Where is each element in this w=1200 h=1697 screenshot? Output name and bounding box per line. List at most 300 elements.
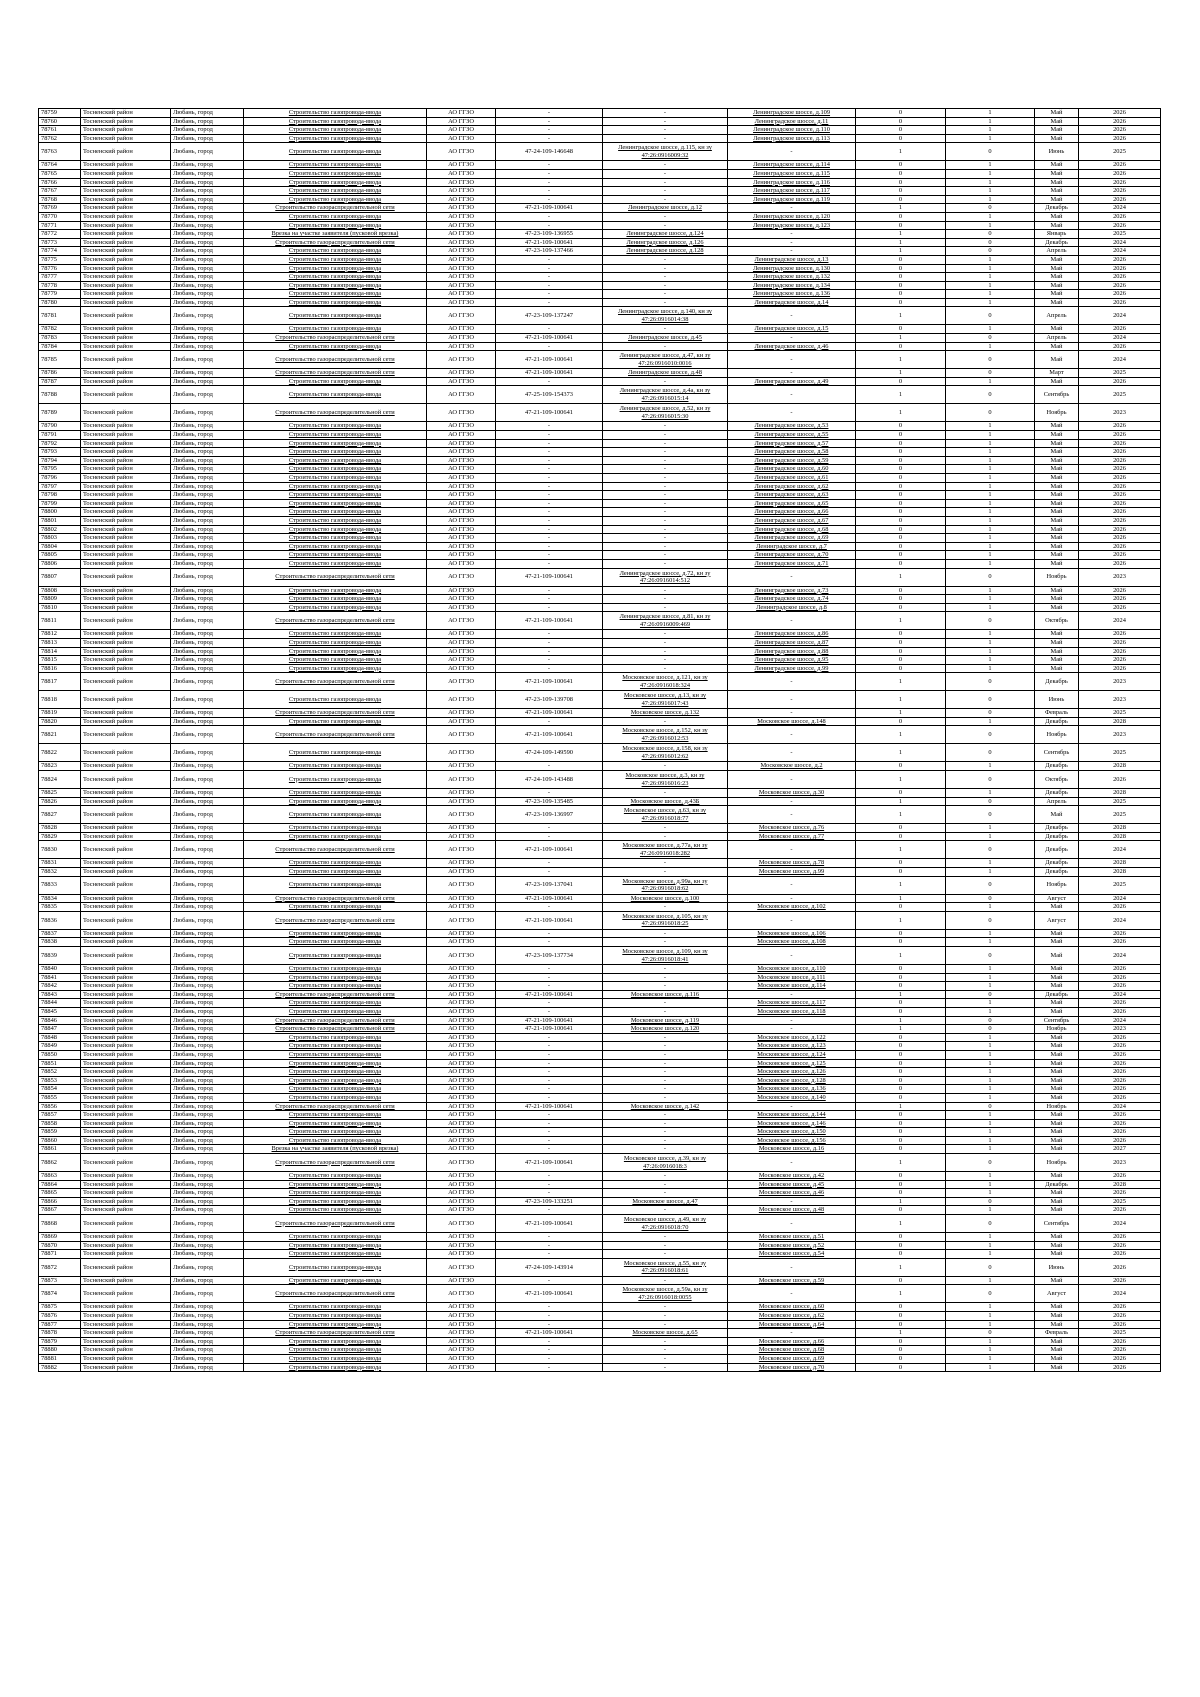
cell-work-type: Строительство газопровода-ввода (244, 1320, 427, 1329)
cell-work-type: Строительство газопровода-ввода (244, 1111, 427, 1120)
cell-row-id: 78851 (39, 1059, 81, 1068)
cell-settlement: Любань, город (171, 1042, 244, 1051)
cell-district: Тосненский район (81, 559, 171, 568)
cell-district: Тосненский район (81, 238, 171, 247)
cell-row-id: 78836 (39, 911, 81, 929)
cell-work-type: Строительство газопровода-ввода (244, 508, 427, 517)
cell-settlement: Любань, город (171, 334, 244, 343)
cell-flag-b: 1 (946, 273, 1035, 282)
cell-row-id: 78817 (39, 673, 81, 691)
cell-flag-b: 0 (946, 404, 1035, 422)
cell-district: Тосненский район (81, 325, 171, 334)
cell-year: 2024 (1079, 1215, 1161, 1233)
cell-flag-a: 0 (856, 1337, 946, 1346)
cell-work-type: Строительство газопровода-ввода (244, 516, 427, 525)
cell-organization: АО ГГЗО (427, 161, 496, 170)
cell-year: 2026 (1079, 638, 1161, 647)
table-row (39, 603, 1161, 612)
cell-work-type: Строительство газопровода-ввода (244, 117, 427, 126)
cell-address-with-cadastral: Московское шоссе, д.43Б (603, 797, 728, 806)
cell-year: 2028 (1079, 762, 1161, 771)
cell-address-with-cadastral: Ленинградское шоссе, д.140, кн зу 47:26:0916014:38 (603, 307, 728, 325)
cell-application-number: 47-21-109-100641 (496, 1016, 603, 1025)
cell-settlement: Любань, город (171, 431, 244, 440)
cell-year: 2028 (1079, 868, 1161, 877)
cell-work-type: Строительство газораспределительной сети (244, 1215, 427, 1233)
cell-row-id: 78831 (39, 859, 81, 868)
cell-address: - (728, 841, 856, 859)
cell-row-id: 78864 (39, 1180, 81, 1189)
cell-flag-a: 0 (856, 973, 946, 982)
cell-work-type: Строительство газопровода-ввода (244, 1172, 427, 1181)
table-row (39, 1145, 1161, 1154)
cell-address: - (728, 386, 856, 404)
cell-organization: АО ГГЗО (427, 534, 496, 543)
cell-district: Тосненский район (81, 1093, 171, 1102)
cell-settlement: Любань, город (171, 1145, 244, 1154)
table-row (39, 325, 1161, 334)
cell-address-with-cadastral: - (603, 647, 728, 656)
cell-application-number: - (496, 1111, 603, 1120)
cell-month: Сентябрь (1035, 1215, 1079, 1233)
cell-month: Декабрь (1035, 841, 1079, 859)
cell-address-with-cadastral: - (603, 499, 728, 508)
cell-application-number: - (496, 169, 603, 178)
cell-month: Август (1035, 911, 1079, 929)
cell-month: Май (1035, 273, 1079, 282)
cell-application-number: - (496, 586, 603, 595)
cell-work-type: Строительство газопровода-ввода (244, 325, 427, 334)
table-row (39, 117, 1161, 126)
cell-settlement: Любань, город (171, 876, 244, 894)
cell-month: Май (1035, 474, 1079, 483)
cell-work-type: Строительство газопровода-ввода (244, 1033, 427, 1042)
cell-month: Май (1035, 117, 1079, 126)
cell-address: Ленинградское шоссе, д.49 (728, 377, 856, 386)
cell-address-with-cadastral: - (603, 195, 728, 204)
cell-flag-b: 1 (946, 1346, 1035, 1355)
cell-district: Тосненский район (81, 1016, 171, 1025)
cell-address-with-cadastral: - (603, 1346, 728, 1355)
table-row (39, 638, 1161, 647)
cell-organization: АО ГГЗО (427, 1337, 496, 1346)
cell-flag-b: 1 (946, 603, 1035, 612)
cell-work-type: Врезка на участке заявителя (пусковой врезка) (244, 230, 427, 239)
cell-address-with-cadastral: - (603, 1059, 728, 1068)
table-row (39, 386, 1161, 404)
cell-year: 2024 (1079, 204, 1161, 213)
cell-settlement: Любань, город (171, 568, 244, 586)
cell-flag-a: 1 (856, 1016, 946, 1025)
cell-address-with-cadastral: - (603, 1093, 728, 1102)
cell-year: 2026 (1079, 965, 1161, 974)
table-row (39, 806, 1161, 824)
cell-district: Тосненский район (81, 117, 171, 126)
cell-organization: АО ГГЗО (427, 542, 496, 551)
cell-work-type: Строительство газопровода-ввода (244, 134, 427, 143)
cell-address: Московское шоссе, д.128 (728, 1076, 856, 1085)
table-row (39, 656, 1161, 665)
cell-district: Тосненский район (81, 126, 171, 135)
cell-flag-a: 1 (856, 806, 946, 824)
cell-flag-a: 1 (856, 1102, 946, 1111)
cell-flag-a: 1 (856, 230, 946, 239)
cell-address-with-cadastral: - (603, 1250, 728, 1259)
cell-flag-a: 1 (856, 334, 946, 343)
table-row (39, 586, 1161, 595)
cell-row-id: 78784 (39, 342, 81, 351)
cell-application-number: - (496, 187, 603, 196)
cell-flag-b: 1 (946, 456, 1035, 465)
cell-row-id: 78854 (39, 1085, 81, 1094)
cell-settlement: Любань, город (171, 789, 244, 798)
cell-year: 2023 (1079, 1154, 1161, 1172)
cell-address-with-cadastral: Московское шоссе, д.132 (603, 709, 728, 718)
cell-flag-a: 1 (856, 612, 946, 630)
cell-settlement: Любань, город (171, 439, 244, 448)
cell-settlement: Любань, город (171, 638, 244, 647)
cell-settlement: Любань, город (171, 307, 244, 325)
cell-settlement: Любань, город (171, 603, 244, 612)
cell-month: Май (1035, 630, 1079, 639)
cell-settlement: Любань, город (171, 1016, 244, 1025)
cell-flag-b: 0 (946, 247, 1035, 256)
cell-row-id: 78788 (39, 386, 81, 404)
cell-district: Тосненский район (81, 491, 171, 500)
cell-month: Май (1035, 482, 1079, 491)
cell-address-with-cadastral: - (603, 212, 728, 221)
cell-work-type: Строительство газопровода-ввода (244, 255, 427, 264)
cell-flag-b: 1 (946, 1172, 1035, 1181)
cell-organization: АО ГГЗО (427, 204, 496, 213)
cell-flag-b: 1 (946, 1145, 1035, 1154)
cell-flag-b: 1 (946, 664, 1035, 673)
cell-address: Ленинградское шоссе, д.68 (728, 525, 856, 534)
cell-flag-a: 0 (856, 999, 946, 1008)
cell-application-number: 47-21-109-100641 (496, 841, 603, 859)
cell-application-number: - (496, 1033, 603, 1042)
cell-flag-b: 1 (946, 264, 1035, 273)
cell-row-id: 78882 (39, 1363, 81, 1372)
cell-year: 2026 (1079, 1042, 1161, 1051)
table-row (39, 351, 1161, 369)
cell-year: 2026 (1079, 1258, 1161, 1276)
cell-district: Тосненский район (81, 859, 171, 868)
cell-month: Май (1035, 1111, 1079, 1120)
cell-application-number: - (496, 325, 603, 334)
cell-work-type: Строительство газопровода-ввода (244, 143, 427, 161)
cell-organization: АО ГГЗО (427, 342, 496, 351)
cell-organization: АО ГГЗО (427, 482, 496, 491)
cell-year: 2026 (1079, 595, 1161, 604)
cell-flag-a: 0 (856, 273, 946, 282)
cell-address: Московское шоссе, д.69 (728, 1354, 856, 1363)
cell-address-with-cadastral: Ленинградское шоссе, д.81, кн зу 47:26:0916009:469 (603, 612, 728, 630)
cell-address-with-cadastral: - (603, 1206, 728, 1215)
table-row (39, 126, 1161, 135)
cell-flag-a: 0 (856, 281, 946, 290)
table-row (39, 377, 1161, 386)
table-row (39, 482, 1161, 491)
cell-address-with-cadastral: - (603, 465, 728, 474)
cell-district: Тосненский район (81, 999, 171, 1008)
cell-address: - (728, 990, 856, 999)
cell-flag-a: 0 (856, 595, 946, 604)
cell-organization: АО ГГЗО (427, 448, 496, 457)
cell-year: 2024 (1079, 351, 1161, 369)
cell-district: Тосненский район (81, 1076, 171, 1085)
cell-row-id: 78823 (39, 762, 81, 771)
table-row (39, 1189, 1161, 1198)
cell-row-id: 78766 (39, 178, 81, 187)
cell-application-number: - (496, 1320, 603, 1329)
cell-organization: АО ГГЗО (427, 290, 496, 299)
table-row (39, 664, 1161, 673)
cell-month: Май (1035, 456, 1079, 465)
cell-address-with-cadastral: - (603, 595, 728, 604)
table-row (39, 841, 1161, 859)
table-row (39, 1233, 1161, 1242)
cell-flag-a: 1 (856, 709, 946, 718)
cell-district: Тосненский район (81, 525, 171, 534)
cell-address: Московское шоссе, д.66 (728, 1337, 856, 1346)
cell-flag-a: 1 (856, 771, 946, 789)
cell-row-id: 78827 (39, 806, 81, 824)
cell-application-number: - (496, 630, 603, 639)
cell-flag-b: 0 (946, 771, 1035, 789)
cell-organization: АО ГГЗО (427, 965, 496, 974)
cell-address-with-cadastral: Московское шоссе, д.99а, кн зу 47:26:0916018:62 (603, 876, 728, 894)
cell-flag-a: 0 (856, 824, 946, 833)
cell-address: Ленинградское шоссе, д.88 (728, 647, 856, 656)
cell-address-with-cadastral: Московское шоссе, д.142 (603, 1102, 728, 1111)
table-row (39, 1172, 1161, 1181)
cell-row-id: 78849 (39, 1042, 81, 1051)
cell-settlement: Любань, город (171, 1076, 244, 1085)
table-row (39, 744, 1161, 762)
cell-row-id: 78789 (39, 404, 81, 422)
cell-settlement: Любань, город (171, 999, 244, 1008)
cell-address: Ленинградское шоссе, д.110 (728, 126, 856, 135)
cell-district: Тосненский район (81, 824, 171, 833)
cell-month: Апрель (1035, 797, 1079, 806)
cell-month: Декабрь (1035, 1180, 1079, 1189)
cell-organization: АО ГГЗО (427, 1111, 496, 1120)
cell-address-with-cadastral: - (603, 1085, 728, 1094)
cell-district: Тосненский район (81, 273, 171, 282)
cell-row-id: 78801 (39, 516, 81, 525)
cell-district: Тосненский район (81, 929, 171, 938)
cell-flag-a: 0 (856, 1119, 946, 1128)
cell-month: Ноябрь (1035, 1025, 1079, 1034)
cell-settlement: Любань, город (171, 1111, 244, 1120)
cell-flag-a: 0 (856, 938, 946, 947)
cell-application-number: - (496, 534, 603, 543)
cell-address-with-cadastral: - (603, 1180, 728, 1189)
cell-application-number: 47-21-109-100641 (496, 1285, 603, 1303)
cell-application-number: 47-21-109-100641 (496, 238, 603, 247)
cell-address-with-cadastral: Ленинградское шоссе, д.126 (603, 238, 728, 247)
cell-row-id: 78818 (39, 691, 81, 709)
cell-application-number: - (496, 1250, 603, 1259)
cell-row-id: 78768 (39, 195, 81, 204)
cell-application-number: - (496, 431, 603, 440)
cell-application-number: - (496, 603, 603, 612)
cell-organization: АО ГГЗО (427, 422, 496, 431)
cell-year: 2026 (1079, 377, 1161, 386)
cell-month: Ноябрь (1035, 726, 1079, 744)
cell-settlement: Любань, город (171, 221, 244, 230)
cell-application-number: - (496, 221, 603, 230)
table-row (39, 1093, 1161, 1102)
cell-address-with-cadastral: - (603, 559, 728, 568)
cell-flag-a: 0 (856, 525, 946, 534)
cell-flag-b: 1 (946, 982, 1035, 991)
cell-work-type: Строительство газораспределительной сети (244, 673, 427, 691)
cell-flag-b: 0 (946, 386, 1035, 404)
cell-district: Тосненский район (81, 647, 171, 656)
table-row (39, 1111, 1161, 1120)
cell-application-number: - (496, 1128, 603, 1137)
cell-address-with-cadastral: - (603, 664, 728, 673)
cell-district: Тосненский район (81, 1050, 171, 1059)
cell-flag-a: 1 (856, 990, 946, 999)
table-row (39, 990, 1161, 999)
cell-organization: АО ГГЗО (427, 841, 496, 859)
cell-year: 2026 (1079, 1241, 1161, 1250)
cell-flag-b: 0 (946, 744, 1035, 762)
cell-address-with-cadastral: - (603, 169, 728, 178)
cell-address-with-cadastral: - (603, 868, 728, 877)
cell-address: Московское шоссе, д.110 (728, 965, 856, 974)
cell-flag-a: 0 (856, 1206, 946, 1215)
cell-month: Май (1035, 586, 1079, 595)
cell-settlement: Любань, город (171, 404, 244, 422)
cell-address: Ленинградское шоссе, д.60 (728, 465, 856, 474)
cell-address: - (728, 307, 856, 325)
cell-address: Московское шоссе, д.136 (728, 1085, 856, 1094)
cell-settlement: Любань, город (171, 1206, 244, 1215)
cell-district: Тосненский район (81, 221, 171, 230)
cell-address: - (728, 797, 856, 806)
cell-flag-b: 1 (946, 1320, 1035, 1329)
cell-month: Май (1035, 1189, 1079, 1198)
cell-address-with-cadastral: - (603, 377, 728, 386)
cell-month: Май (1035, 929, 1079, 938)
cell-application-number: - (496, 1354, 603, 1363)
cell-row-id: 78873 (39, 1276, 81, 1285)
cell-month: Май (1035, 534, 1079, 543)
cell-settlement: Любань, город (171, 1329, 244, 1338)
cell-address-with-cadastral: - (603, 1076, 728, 1085)
cell-district: Тосненский район (81, 656, 171, 665)
cell-address: Московское шоссе, д.60 (728, 1303, 856, 1312)
cell-application-number: 47-21-109-100641 (496, 334, 603, 343)
cell-flag-a: 0 (856, 516, 946, 525)
cell-month: Май (1035, 126, 1079, 135)
cell-work-type: Строительство газопровода-ввода (244, 1312, 427, 1321)
cell-row-id: 78786 (39, 369, 81, 378)
cell-district: Тосненский район (81, 947, 171, 965)
cell-address: Московское шоссе, д.77 (728, 832, 856, 841)
cell-district: Тосненский район (81, 247, 171, 256)
cell-application-number: 47-21-109-100641 (496, 894, 603, 903)
cell-work-type: Строительство газораспределительной сети (244, 1102, 427, 1111)
cell-year: 2026 (1079, 982, 1161, 991)
cell-application-number: - (496, 1180, 603, 1189)
cell-work-type: Строительство газопровода-ввода (244, 771, 427, 789)
cell-month: Декабрь (1035, 204, 1079, 213)
cell-settlement: Любань, город (171, 1128, 244, 1137)
cell-address-with-cadastral: - (603, 255, 728, 264)
cell-year: 2026 (1079, 551, 1161, 560)
cell-address: Московское шоссе, д.78 (728, 859, 856, 868)
cell-row-id: 78763 (39, 143, 81, 161)
cell-address-with-cadastral: - (603, 422, 728, 431)
cell-address-with-cadastral: - (603, 1136, 728, 1145)
cell-month: Май (1035, 516, 1079, 525)
cell-address: Ленинградское шоссе, д.132 (728, 273, 856, 282)
table-row (39, 1329, 1161, 1338)
cell-organization: АО ГГЗО (427, 859, 496, 868)
cell-organization: АО ГГЗО (427, 1276, 496, 1285)
cell-address-with-cadastral: Московское шоссе, д.152, кн зу 47:26:0916012:53 (603, 726, 728, 744)
cell-address-with-cadastral: - (603, 482, 728, 491)
cell-application-number: 47-25-109-154373 (496, 386, 603, 404)
cell-flag-a: 0 (856, 1093, 946, 1102)
cell-organization: АО ГГЗО (427, 1119, 496, 1128)
cell-organization: АО ГГЗО (427, 744, 496, 762)
cell-address: - (728, 709, 856, 718)
cell-year: 2026 (1079, 1189, 1161, 1198)
cell-work-type: Строительство газопровода-ввода (244, 999, 427, 1008)
cell-application-number: - (496, 1076, 603, 1085)
table-row (39, 474, 1161, 483)
table-row (39, 1197, 1161, 1206)
cell-settlement: Любань, город (171, 351, 244, 369)
cell-month: Май (1035, 903, 1079, 912)
cell-address: Ленинградское шоссе, д.11 (728, 117, 856, 126)
table-row (39, 1085, 1161, 1094)
cell-flag-a: 1 (856, 247, 946, 256)
cell-district: Тосненский район (81, 1320, 171, 1329)
cell-settlement: Любань, город (171, 868, 244, 877)
table-row (39, 1025, 1161, 1034)
cell-work-type: Строительство газопровода-ввода (244, 281, 427, 290)
cell-work-type: Строительство газораспределительной сети (244, 204, 427, 213)
cell-application-number: - (496, 647, 603, 656)
cell-month: Май (1035, 1128, 1079, 1137)
cell-settlement: Любань, город (171, 117, 244, 126)
cell-application-number: - (496, 1007, 603, 1016)
cell-organization: АО ГГЗО (427, 1215, 496, 1233)
cell-work-type: Строительство газопровода-ввода (244, 1276, 427, 1285)
cell-row-id: 78765 (39, 169, 81, 178)
cell-application-number: - (496, 1346, 603, 1355)
cell-settlement: Любань, город (171, 516, 244, 525)
cell-flag-b: 1 (946, 422, 1035, 431)
table-row (39, 824, 1161, 833)
cell-address-with-cadastral: - (603, 965, 728, 974)
cell-row-id: 78769 (39, 204, 81, 213)
cell-row-id: 78853 (39, 1076, 81, 1085)
cell-work-type: Строительство газораспределительной сети (244, 1154, 427, 1172)
cell-address-with-cadastral: - (603, 542, 728, 551)
cell-application-number: - (496, 264, 603, 273)
table-row (39, 1320, 1161, 1329)
cell-address-with-cadastral: - (603, 938, 728, 947)
cell-address-with-cadastral: - (603, 178, 728, 187)
